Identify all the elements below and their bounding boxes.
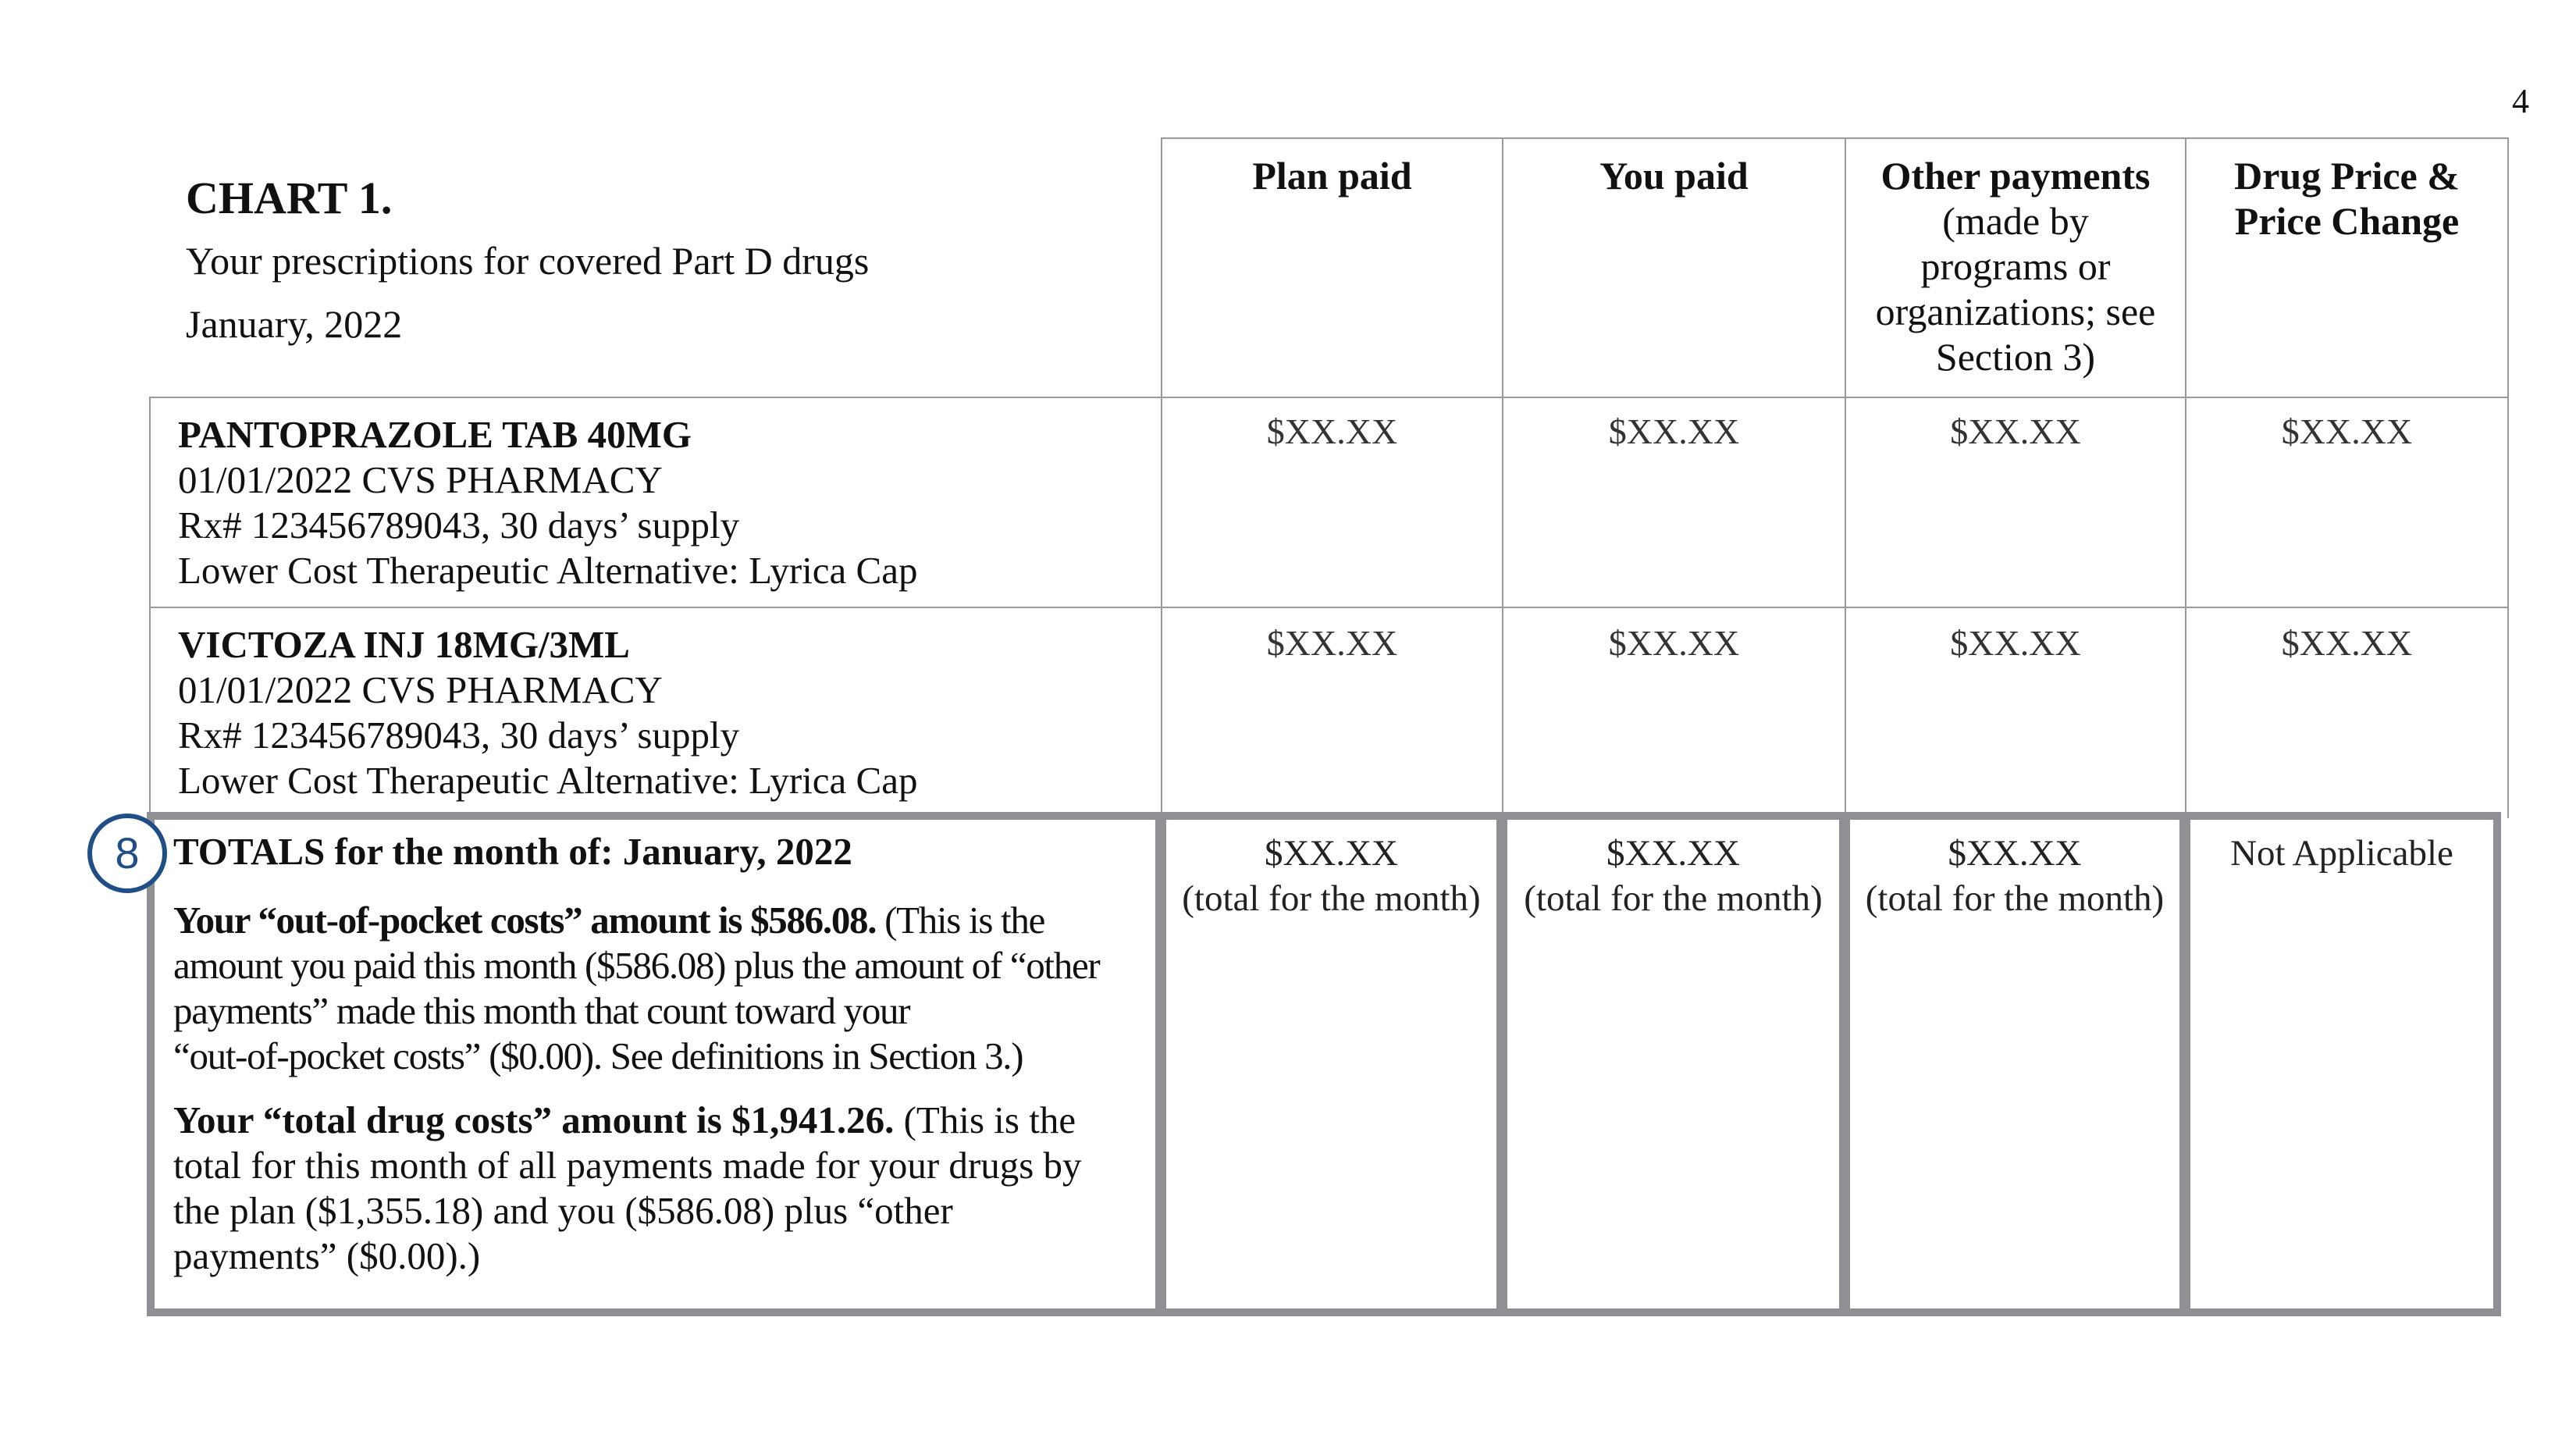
col-header-you-paid-label: You paid (1599, 154, 1749, 198)
drug-row-1-price: $XX.XX (2281, 411, 2413, 451)
drug-fill-info: 01/01/2022 CVS PHARMACY (178, 458, 663, 501)
total-drug-costs-line-1: (This is the (894, 1098, 1076, 1141)
out-of-pocket-line-4: “out-of-pocket costs” ($0.00). See definitions in Section 3.) (173, 1034, 1023, 1077)
out-of-pocket-line-3: payments” made this month that count toward your (173, 989, 910, 1032)
out-of-pocket-line-2: amount you paid this month ($586.08) plus the amount of “other (173, 944, 1100, 987)
drug-row-1-you-paid: $XX.XX (1608, 411, 1740, 451)
col-header-other-payments-label: Other payments (1880, 154, 2151, 198)
totals-you-paid-amount: $XX.XX (1606, 833, 1741, 874)
col-header-other-note-3: organizations; see (1875, 290, 2156, 333)
drug-row-2-other: $XX.XX (1950, 623, 2081, 663)
totals-other-note: (total for the month) (1865, 878, 2165, 919)
drug-row-2-you-paid: $XX.XX (1608, 623, 1740, 663)
drug-row-2-plan-paid: $XX.XX (1266, 623, 1398, 663)
total-drug-costs-line-4: payments” ($0.00).) (173, 1234, 481, 1277)
totals-other-amount: $XX.XX (1948, 833, 2082, 874)
col-header-other-note-4: Section 3) (1935, 335, 2096, 379)
totals-title: TOTALS for the month of: January, 2022 (173, 830, 852, 873)
out-of-pocket-lead: Your “out-of-pocket costs” amount is $586.08. (173, 899, 877, 942)
totals-plan-paid-note: (total for the month) (1182, 878, 1481, 919)
out-of-pocket-line-1: (This is the (876, 899, 1045, 942)
col-header-plan-paid (1162, 153, 1502, 198)
page-number: 4 (2512, 82, 2529, 120)
totals-plan-paid-amount: $XX.XX (1264, 833, 1399, 874)
col-header-other-note-1: (made by (1942, 199, 2089, 243)
total-drug-costs-lead: Your “total drug costs” amount is $1,941.26. (173, 1098, 895, 1141)
col-header-you-paid (1503, 153, 1845, 198)
totals-you-paid-note: (total for the month) (1524, 878, 1823, 919)
drug-row-2-price: $XX.XX (2281, 623, 2413, 663)
totals-other (1850, 831, 2179, 921)
drug-row-1-other: $XX.XX (1950, 411, 2081, 451)
drug-alternative: Lower Cost Therapeutic Alternative: Lyrica Cap (178, 759, 918, 802)
chart-title: CHART 1. (186, 173, 393, 223)
drug-rx-info: Rx# 123456789043, 30 days’ supply (178, 504, 740, 546)
total-drug-costs-paragraph (173, 1098, 1149, 1279)
totals-plan-paid (1166, 831, 1496, 921)
total-drug-costs-line-2: total for this month of all payments made for your drugs by (173, 1144, 1082, 1187)
col-header-plan-paid-label: Plan paid (1252, 154, 1412, 198)
drug-fill-info: 01/01/2022 CVS PHARMACY (178, 668, 663, 711)
drug-name: PANTOPRAZOLE TAB 40MG (178, 413, 692, 456)
drug-row-2-details (178, 622, 918, 803)
drug-row-1-details (178, 412, 918, 593)
col-header-other-note-2: programs or (1920, 244, 2111, 288)
drug-row-1-plan-paid: $XX.XX (1266, 411, 1398, 451)
col-header-drug-price-line-1: Drug Price & (2234, 154, 2460, 198)
out-of-pocket-paragraph (173, 898, 1149, 1079)
drug-name: VICTOZA INJ 18MG/3ML (178, 623, 630, 666)
step-number-badge: 8 (87, 814, 167, 893)
total-drug-costs-line-3: the plan ($1,355.18) and you ($586.08) plus “other (173, 1189, 953, 1232)
drug-alternative: Lower Cost Therapeutic Alternative: Lyrica Cap (178, 549, 918, 592)
col-header-drug-price-line-2: Price Change (2234, 199, 2460, 243)
totals-you-paid (1507, 831, 1839, 921)
drug-rx-info: Rx# 123456789043, 30 days’ supply (178, 714, 740, 757)
chart-period: January, 2022 (186, 302, 403, 346)
totals-price: Not Applicable (2230, 833, 2453, 874)
col-header-other-payments (1846, 153, 2185, 379)
chart-subtitle: Your prescriptions for covered Part D drugs (186, 239, 870, 283)
col-header-drug-price (2186, 153, 2507, 244)
